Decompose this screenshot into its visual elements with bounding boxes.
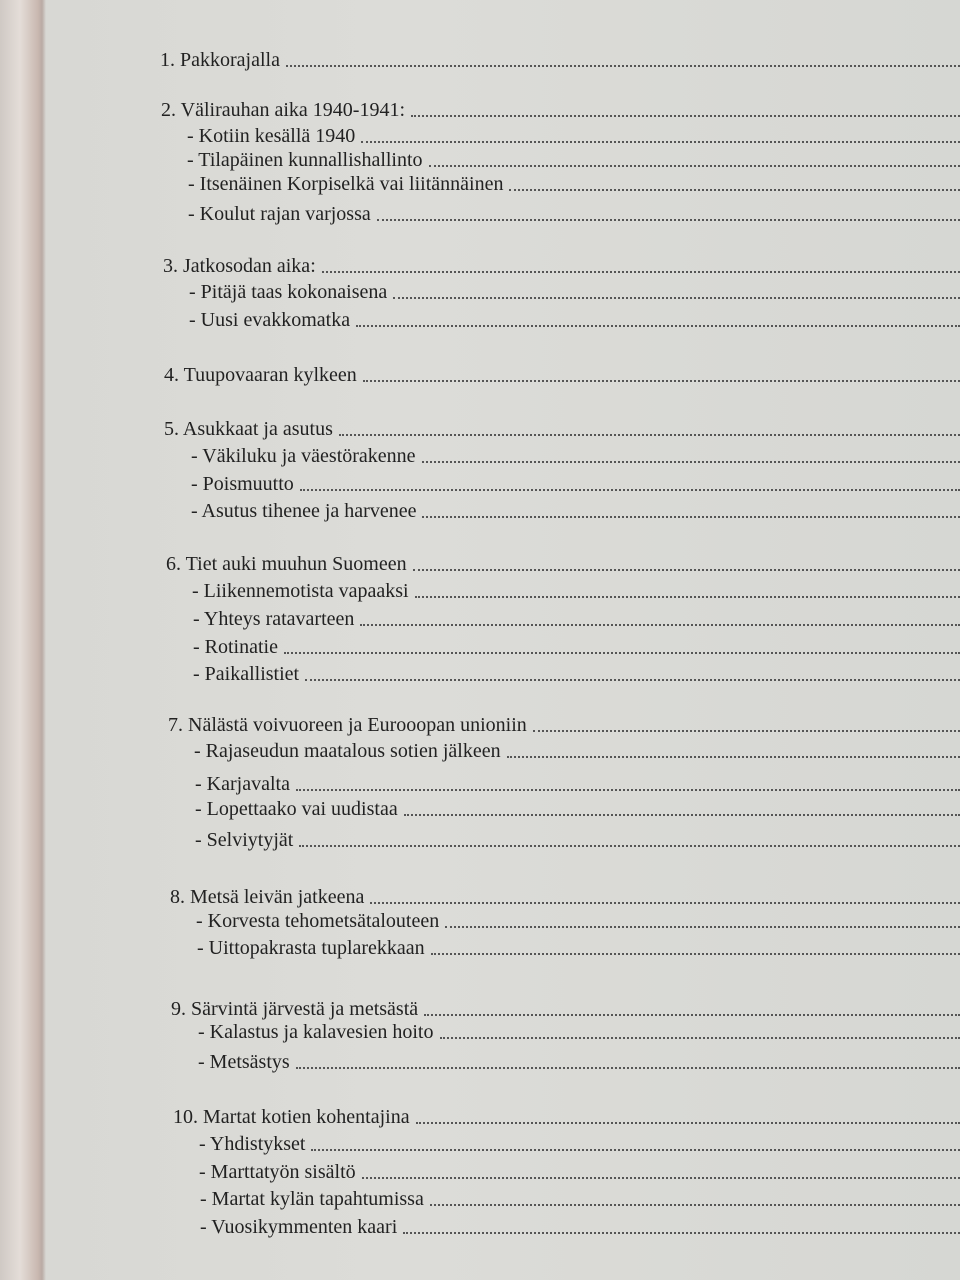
toc-entry-label: - Martat kylän tapahtumissa bbox=[200, 1188, 424, 1210]
dotted-leader bbox=[422, 516, 960, 518]
dotted-leader bbox=[404, 814, 960, 816]
dotted-leader bbox=[362, 1177, 960, 1179]
toc-entry bbox=[0, 711, 960, 737]
toc-entry-label: - Lopettaako vai uudistaa bbox=[195, 798, 398, 820]
dotted-leader bbox=[339, 434, 960, 436]
toc-entry-label: - Itsenäinen Korpiselkä vai liitännäinen bbox=[188, 173, 504, 195]
toc-entry bbox=[0, 550, 960, 576]
toc-entry bbox=[0, 122, 960, 148]
toc-entry-label: - Korvesta tehometsätalouteen bbox=[196, 910, 440, 932]
dotted-leader bbox=[424, 1014, 960, 1016]
toc-entry bbox=[0, 470, 960, 496]
toc-entry-label: - Paikallistiet bbox=[193, 663, 300, 685]
dotted-leader bbox=[507, 756, 960, 758]
dotted-leader bbox=[403, 1232, 960, 1234]
toc-entry bbox=[0, 577, 960, 603]
dotted-leader bbox=[377, 219, 960, 221]
dotted-leader bbox=[440, 1037, 960, 1039]
toc-entry bbox=[0, 1103, 960, 1129]
toc-entry-label: 10. Martat kotien kohentajina bbox=[173, 1106, 410, 1128]
toc-entry bbox=[0, 146, 960, 172]
toc-entry-label: 1. Pakkorajalla bbox=[160, 49, 280, 71]
toc-entry bbox=[0, 1018, 960, 1044]
toc-entry-label: 3. Jatkosodan aika: bbox=[163, 255, 316, 277]
toc-entry-label: - Rotinatie bbox=[193, 636, 278, 658]
dotted-leader bbox=[356, 325, 960, 327]
toc-entry-label: - Kalastus ja kalavesien hoito bbox=[198, 1021, 434, 1043]
toc-entry bbox=[0, 306, 960, 332]
toc-entry bbox=[0, 278, 960, 304]
toc-entry bbox=[0, 795, 960, 821]
toc-entry-label: - Uittopakrasta tuplarekkaan bbox=[197, 937, 425, 959]
dotted-leader bbox=[305, 679, 960, 681]
toc-entry bbox=[0, 96, 960, 122]
toc-entry bbox=[0, 361, 960, 387]
dotted-leader bbox=[431, 953, 960, 955]
toc-entry-label: - Vuosikymmenten kaari bbox=[200, 1216, 398, 1238]
toc-entry bbox=[0, 633, 960, 659]
toc-entry-label: 2. Välirauhan aika 1940-1941: bbox=[161, 99, 406, 121]
dotted-leader bbox=[296, 1067, 960, 1069]
toc-entry bbox=[0, 1130, 960, 1156]
toc-entry bbox=[0, 1185, 960, 1211]
toc-entry bbox=[0, 170, 960, 196]
dotted-leader bbox=[393, 297, 960, 299]
dotted-leader bbox=[430, 1204, 960, 1206]
toc-entry-label: - Poismuutto bbox=[191, 473, 294, 495]
dotted-leader bbox=[416, 1122, 960, 1124]
toc-entry-label: - Liikennemotista vapaaksi bbox=[192, 580, 409, 602]
toc-entry bbox=[0, 660, 960, 686]
toc-entry-label: 8. Metsä leivän jatkeena bbox=[170, 886, 365, 908]
dotted-leader bbox=[311, 1149, 960, 1151]
toc-entry bbox=[0, 497, 960, 523]
toc-entry-label: 9. Särvintä järvestä ja metsästä bbox=[171, 998, 419, 1020]
dotted-leader bbox=[533, 730, 960, 732]
toc-entry-label: 7. Nälästä voivuoreen ja Eurooopan unioniin bbox=[168, 714, 527, 736]
dotted-leader bbox=[363, 380, 960, 382]
toc-entry bbox=[0, 200, 960, 226]
dotted-leader bbox=[413, 569, 960, 571]
toc-entry-label: - Karjavalta bbox=[195, 773, 290, 795]
toc-entry-label: - Selviytyjät bbox=[195, 829, 294, 851]
toc-entry bbox=[0, 737, 960, 763]
toc-entry bbox=[0, 442, 960, 468]
toc-entry bbox=[0, 934, 960, 960]
dotted-leader bbox=[361, 141, 960, 143]
dotted-leader bbox=[284, 652, 960, 654]
toc-entry bbox=[0, 605, 960, 631]
dotted-leader bbox=[422, 461, 960, 463]
dotted-leader bbox=[370, 902, 960, 904]
dotted-leader bbox=[296, 789, 960, 791]
dotted-leader bbox=[429, 165, 960, 167]
toc-entry bbox=[0, 770, 960, 796]
dotted-leader bbox=[299, 845, 960, 847]
dotted-leader bbox=[415, 596, 960, 598]
dotted-leader bbox=[322, 271, 960, 273]
toc-entry-label: - Koulut rajan varjossa bbox=[188, 203, 371, 225]
toc-entry-label: - Kotiin kesällä 1940 bbox=[187, 125, 356, 147]
toc-entry-label: - Marttatyön sisältö bbox=[199, 1161, 356, 1183]
toc-entry-label: - Rajaseudun maatalous sotien jälkeen bbox=[194, 740, 501, 762]
dotted-leader bbox=[360, 624, 960, 626]
toc-entry-label: 4. Tuupovaaran kylkeen bbox=[164, 364, 357, 386]
toc-entry bbox=[0, 415, 960, 441]
toc-entry bbox=[0, 46, 960, 72]
toc-entry-label: - Asutus tihenee ja harvenee bbox=[191, 500, 417, 522]
toc-entry bbox=[0, 1213, 960, 1239]
toc-entry bbox=[0, 1158, 960, 1184]
toc-entry-label: - Yhteys ratavarteen bbox=[193, 608, 355, 630]
toc-entry bbox=[0, 907, 960, 933]
toc-entry-label: 6. Tiet auki muuhun Suomeen bbox=[166, 553, 407, 575]
toc-entry bbox=[0, 252, 960, 278]
dotted-leader bbox=[445, 926, 960, 928]
toc-entry bbox=[0, 826, 960, 852]
toc-entry bbox=[0, 1048, 960, 1074]
toc-entry-label: - Yhdistykset bbox=[199, 1133, 306, 1155]
dotted-leader bbox=[411, 115, 960, 117]
toc-entry-label: - Uusi evakkomatka bbox=[189, 309, 351, 331]
dotted-leader bbox=[509, 189, 960, 191]
dotted-leader bbox=[300, 489, 960, 491]
toc-entry-label: - Väkiluku ja väestörakenne bbox=[191, 445, 416, 467]
toc-entry-label: - Pitäjä taas kokonaisena bbox=[189, 281, 388, 303]
toc-entry-label: - Tilapäinen kunnallishallinto bbox=[187, 149, 423, 171]
dotted-leader bbox=[286, 65, 960, 67]
toc-entry bbox=[0, 883, 960, 909]
toc-entry-label: - Metsästys bbox=[198, 1051, 290, 1073]
toc-entry-label: 5. Asukkaat ja asutus bbox=[164, 418, 333, 440]
